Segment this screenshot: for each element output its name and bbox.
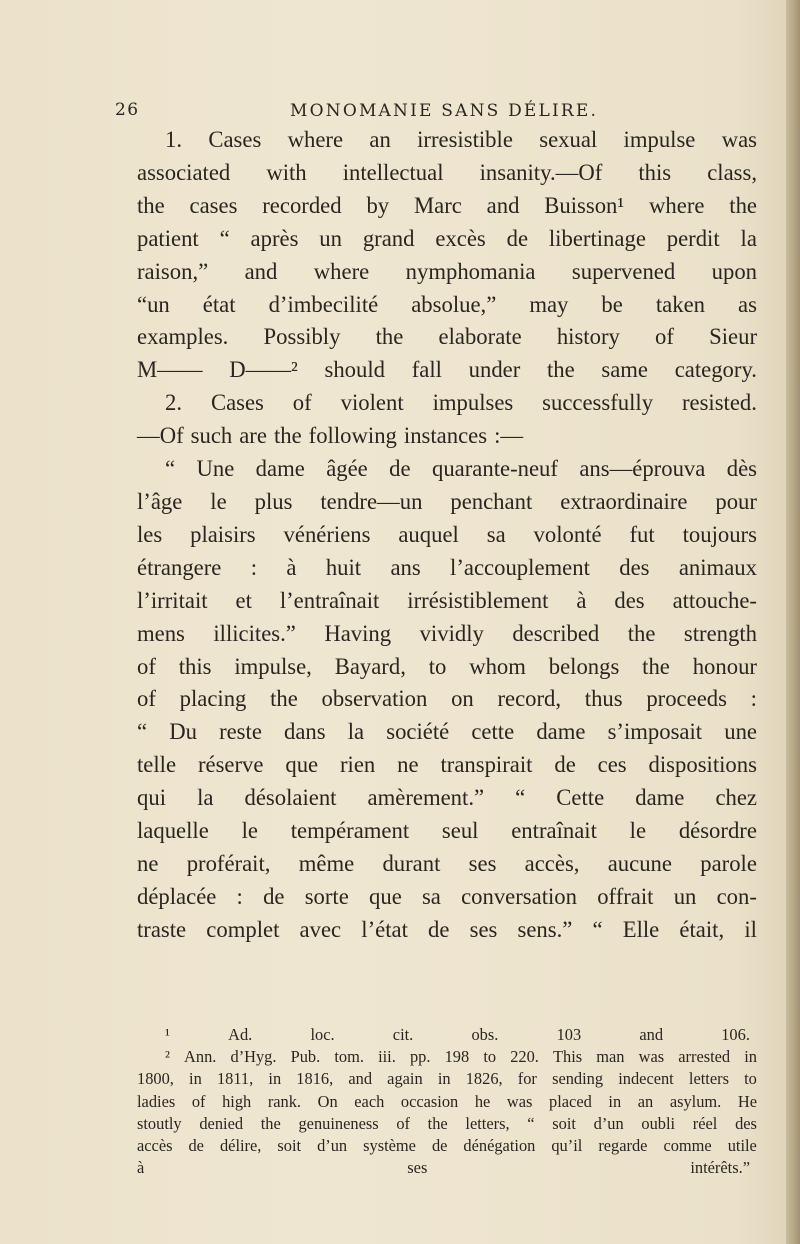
text-line: qui la désolaient amèrement.” “ Cette dame chez [137, 785, 757, 811]
footnote-line: à ses intérêts.” [137, 1158, 750, 1178]
text-line: of this impulse, Bayard, to whom belongs the honour [137, 653, 757, 679]
text-line: déplacée : de sorte que sa conversation offrait un con- [137, 883, 757, 909]
text-line: associated with intellectual insanity.—Of this class, [137, 159, 757, 185]
text-line: l’âge le plus tendre—un penchant extraordinaire pour [137, 488, 757, 514]
text-line: étrangere : à huit ans l’accouplement des animaux [137, 554, 757, 580]
text-line: 2. Cases of violent impulses successfully resisted. [165, 390, 757, 416]
running-title: MONOMANIE SANS DÉLIRE. [290, 101, 599, 121]
text-line: raison,” and where nymphomania supervened upon [137, 258, 757, 284]
text-line: mens illicites.” Having vividly described the strength [137, 620, 757, 646]
text-line: 1. Cases where an irresistible sexual impulse was [165, 127, 757, 152]
text-line: the cases recorded by Marc and Buisson¹ where the [137, 192, 757, 218]
body-text [137, 124, 757, 947]
page-edge-shadow [786, 0, 800, 1244]
text-line: les plaisirs vénériens auquel sa volonté fut toujours [137, 521, 757, 547]
footnotes [137, 1024, 757, 1179]
text-line: l’irritait et l’entraînait irrésistiblement à des attouche- [137, 587, 757, 613]
text-line: “ Une dame âgée de quarante-neuf ans—éprouva dès [165, 456, 757, 482]
footnote-line: ¹ Ad. loc. cit. obs. 103 and 106. [165, 1025, 750, 1044]
text-line: “ Du reste dans la société cette dame s’imposait une [137, 719, 757, 745]
text-line: traste complet avec l’état de ses sens.” “ Elle était, il [137, 916, 757, 942]
text-line: of placing the observation on record, thus proceeds : [137, 686, 757, 712]
footnote-line: stoutly denied the genuineness of the letters, “ soit d’un oubli réel des [137, 1113, 757, 1133]
footnote-line: ² Ann. d’Hyg. Pub. tom. iii. pp. 198 to 220. This man was arrested in [165, 1047, 757, 1067]
text-line: —Of such are the following instances :— [137, 423, 524, 449]
text-line: telle réserve que rien ne transpirait de ces dispositions [137, 752, 757, 778]
text-line: patient “ après un grand excès de libertinage perdit la [137, 225, 757, 251]
text-line: examples. Possibly the elaborate history of Sieur [137, 324, 757, 350]
page-header [115, 100, 760, 126]
text-line: “un état d’imbecilité absolue,” may be taken as [137, 291, 757, 317]
page-number: 26 [115, 100, 140, 120]
footnote-line: ladies of high rank. On each occasion he was placed in an asylum. He [137, 1091, 757, 1111]
text-line: ne proférait, même durant ses accès, aucune parole [137, 850, 757, 876]
text-line: laquelle le tempérament seul entraînait le désordre [137, 818, 757, 844]
footnote-line: 1800, in 1811, in 1816, and again in 1826, for sending indecent letters to [137, 1069, 757, 1089]
text-line: M—— D——² should fall under the same category. [137, 357, 757, 383]
footnote-line: accès de délire, soit d’un système de dénégation qu’il regarde comme utile [137, 1136, 757, 1156]
